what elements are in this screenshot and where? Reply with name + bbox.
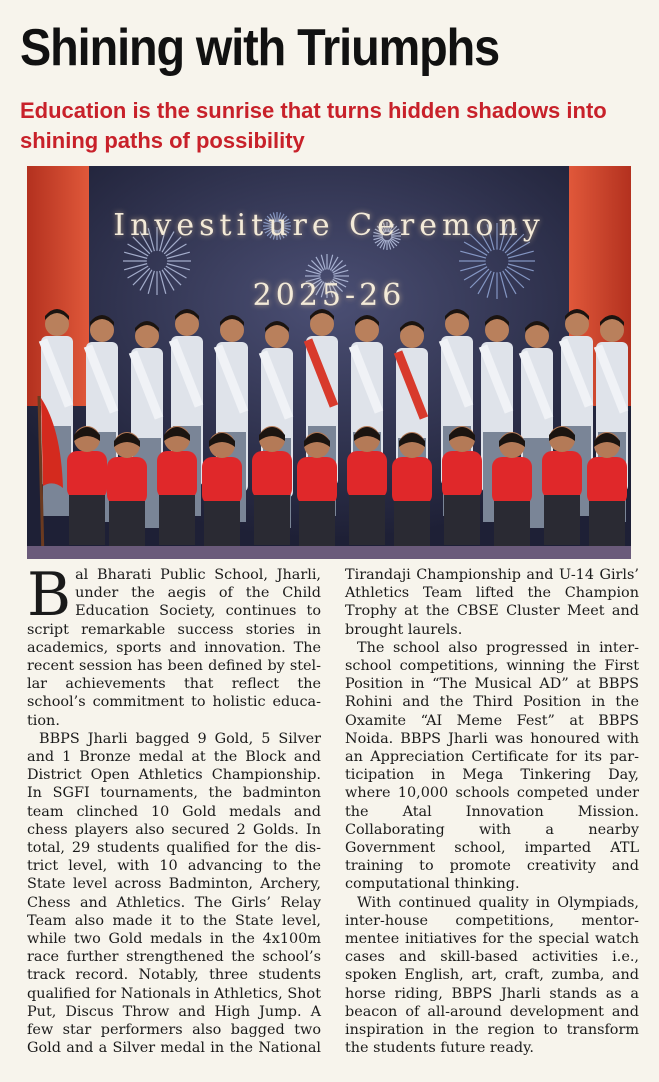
paragraph-1-text: al Bharati Public School, Jharli, under the aegis of the Child Education Society, continues to script remarkable success stories in academics, sports and innovation. The recent session has been defined by stellar achievements that reflect the school’s commitment to holistic education.: [27, 567, 321, 729]
stage-floor: [27, 546, 631, 559]
banner-year: 2025-26: [252, 278, 406, 313]
article-body: [27, 560, 639, 1071]
drop-cap: B: [27, 560, 72, 630]
banner-title: Investiture Ceremony: [113, 208, 545, 243]
paragraph-4: With continued quality in Olympiads, inter-house competitions, mentor-mentee initiatives for the special watch cases and skill-based activities i.e., spoken English, art, craft, zumba, and horse riding, BBPS Jharli stands as a beacon of all-around development and inspiration in the region to transform the students future ready.: [345, 894, 639, 1057]
headline: Shining with Triumphs: [20, 19, 500, 77]
subheadline: Education is the sunrise that turns hidden shadows into shining paths of possibility: [20, 98, 607, 153]
paragraph-2: BBPS Jharli bagged 9 Gold, 5 Silver and 1 Bronze medal at the Block and District Open Athletics Championship. In SGFI tournaments, the badminton team clinched 10 Gold medals and chess players also secured 2 Golds. In total, 29 students qualified for the district level, with 10 advancing to the State level across Badminton, Archery, Chess and Athletics. The Girls’ Relay Team also made it to the State level, while two Gold medals in the 4x100m race further strengthened the school’s track record. Notably, three students qualified for Nationals in Athletics, Shot Put, Discus Throw and High Jump. A few star performers also bagged two Gold and a Silver medal in the National Tirandaji Championship and U-14 Girls’ Athletics Team lifted the Champion Trophy at the CBSE Cluster Meet and brought laurels.: [27, 567, 639, 1057]
paragraph-1: [27, 560, 321, 730]
investiture-ceremony-photo: [27, 166, 631, 559]
paragraph-3: The school also progressed in interschool competitions, winning the First Position in “The Musical AD” at BBPS Rohini and the Third Position in the Oxamite “AI Meme Fest” at BBPS Noida. BBPS Jharli was honoured with an Appreciation Certificate for its participation in Mega Tinkering Day, where 10,000 schools competed under the Atal Innovation Mission. Collaborating with a nearby Government school, imparted ATL training to promote creativity and computational thinking.: [345, 639, 639, 893]
